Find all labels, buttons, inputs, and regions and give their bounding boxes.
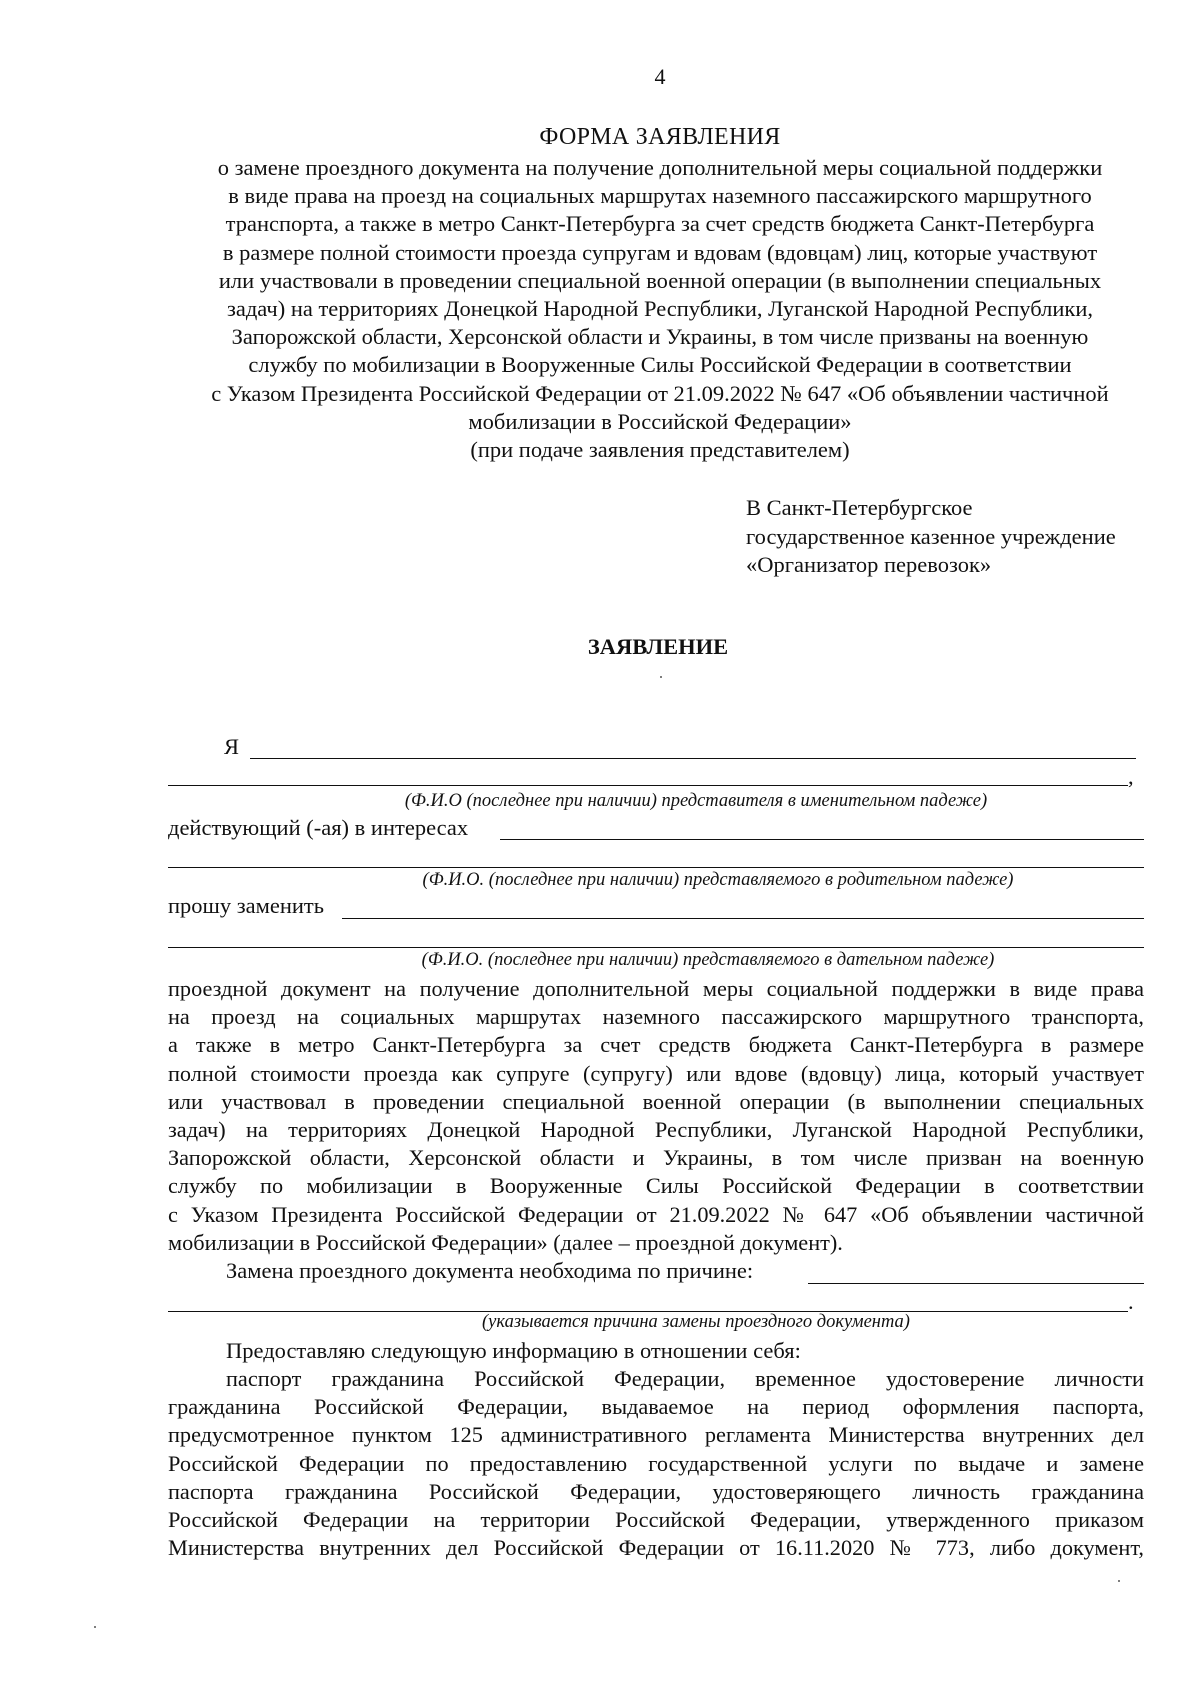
info-intro: Предоставляю следующую информацию в отношении себя: <box>226 1338 801 1363</box>
comma-mark: , <box>1128 764 1134 789</box>
represented-name-genitive-field-continued[interactable] <box>168 867 1144 868</box>
form-subtitle <box>150 154 1170 464</box>
subtitle-line: мобилизации в Российской Федерации» <box>468 408 852 434</box>
represented-genitive-caption: (Ф.И.О. (последнее при наличии) представляемого в родительном падеже) <box>422 870 1014 890</box>
body-line: с Указом Президента Российской Федерации от 21.09.2022 № 647 «Об объявлении частичной <box>168 1201 1144 1227</box>
page-number: 4 <box>654 64 666 89</box>
scan-speck <box>660 676 662 678</box>
scan-speck <box>94 1626 96 1628</box>
body-line: задач) на территориях Донецкой Народной Республики, Луганской Народной Республики, <box>168 1116 1144 1142</box>
represented-name-dative-field[interactable] <box>342 918 1144 919</box>
body-line: на проезд на социальных маршрутах наземного пассажирского маршрутного транспорта, <box>168 1004 1144 1030</box>
body-paragraph <box>168 975 1144 1257</box>
body-line: Запорожской области, Херсонской области и Украины, в том числе призван на военную <box>168 1145 1144 1171</box>
subtitle-line: в виде права на проезд на социальных маршрутах наземного пассажирского маршрутного <box>228 183 1092 209</box>
replace-label: прошу заменить <box>168 893 325 918</box>
statement-title: ЗАЯВЛЕНИЕ <box>587 634 729 659</box>
body-line: службу по мобилизации в Вооруженные Силы Российской Федерации в соответствии <box>168 1173 1144 1199</box>
subtitle-line: (при подаче заявления представителем) <box>470 436 850 462</box>
subtitle-line: с Указом Президента Российской Федерации от 21.09.2022 № 647 «Об объявлении частичной <box>211 380 1109 406</box>
representative-caption: (Ф.И.О (последнее при наличии) представителя в именительном падеже) <box>404 791 988 811</box>
reason-field[interactable] <box>808 1283 1144 1284</box>
addressee-line: «Организатор перевозок» <box>746 552 992 577</box>
passport-line: гражданина Российской Федерации, выдаваемое на период оформления паспорта, <box>168 1394 1144 1420</box>
subtitle-line: в размере полной стоимости проезда супругам и вдовам (вдовцам) лиц, которые участвуют <box>222 239 1098 265</box>
passport-paragraph <box>168 1365 1144 1562</box>
reason-label: Замена проездного документа необходима по причине: <box>226 1258 754 1283</box>
subtitle-line: или участвовали в проведении специальной военной операции (в выполнении специальных <box>218 267 1102 293</box>
passport-line: паспорт гражданина Российской Федерации, временное удостоверение личности <box>226 1366 1144 1391</box>
subtitle-line: службу по мобилизации в Вооруженные Силы Российской Федерации в соответствии <box>248 352 1072 378</box>
passport-line: Министерства внутренних дел Российской Федерации от 16.11.2020 № 773, либо документ, <box>168 1535 1144 1561</box>
i-label: Я <box>224 734 240 759</box>
represented-name-dative-field-continued[interactable] <box>168 947 1144 948</box>
addressee-line: государственное казенное учреждение <box>746 523 1116 549</box>
body-line: проездной документ на получение дополнительной меры социальной поддержки в виде права <box>168 976 1144 1001</box>
body-line: полной стоимости проезда как супруге (супругу) или вдове (вдовцу) лица, который участвует <box>168 1060 1144 1086</box>
acting-label: действующий (-ая) в интересах <box>168 815 469 840</box>
reason-caption: (указывается причина замены проездного документа) <box>482 1312 910 1332</box>
addressee-block <box>746 494 1116 580</box>
body-line: а также в метро Санкт-Петербурга за счет средств бюджета Санкт-Петербурга в размере <box>168 1032 1144 1058</box>
representative-name-field[interactable] <box>250 758 1136 759</box>
passport-line: Российской Федерации на территории Российской Федерации, утвержденного приказом <box>168 1506 1144 1532</box>
representative-name-field-continued[interactable] <box>168 785 1128 786</box>
passport-line: паспорта гражданина Российской Федерации, удостоверяющего личность гражданина <box>168 1478 1144 1504</box>
subtitle-line: Запорожской области, Херсонской области и Украины, в том числе призваны на военную <box>231 324 1089 350</box>
body-line: мобилизации в Российской Федерации» (далее – проездной документ). <box>168 1229 843 1255</box>
subtitle-line: задач) на территориях Донецкой Народной Республики, Луганской Народной Республики, <box>226 295 1094 321</box>
represented-name-genitive-field[interactable] <box>500 839 1144 840</box>
subtitle-line: о замене проездного документа на получение дополнительной меры социальной поддержки <box>217 155 1103 180</box>
scan-speck <box>1118 1580 1120 1582</box>
body-line: или участвовал в проведении специальной военной операции (в выполнении специальных <box>168 1088 1144 1114</box>
form-title: ФОРМА ЗАЯВЛЕНИЯ <box>539 124 781 150</box>
passport-line: Российской Федерации по предоставлению государственной услуги по выдаче и замене <box>168 1450 1144 1476</box>
addressee-line: В Санкт-Петербургское <box>746 495 973 520</box>
passport-line: предусмотренное пунктом 125 административного регламента Министерства внутренних дел <box>168 1422 1144 1448</box>
represented-dative-caption: (Ф.И.О. (последнее при наличии) представляемого в дательном падеже) <box>421 950 995 970</box>
period-mark: . <box>1128 1289 1134 1314</box>
subtitle-line: транспорта, а также в метро Санкт-Петербурга за счет средств бюджета Санкт-Петербурга <box>225 211 1095 237</box>
